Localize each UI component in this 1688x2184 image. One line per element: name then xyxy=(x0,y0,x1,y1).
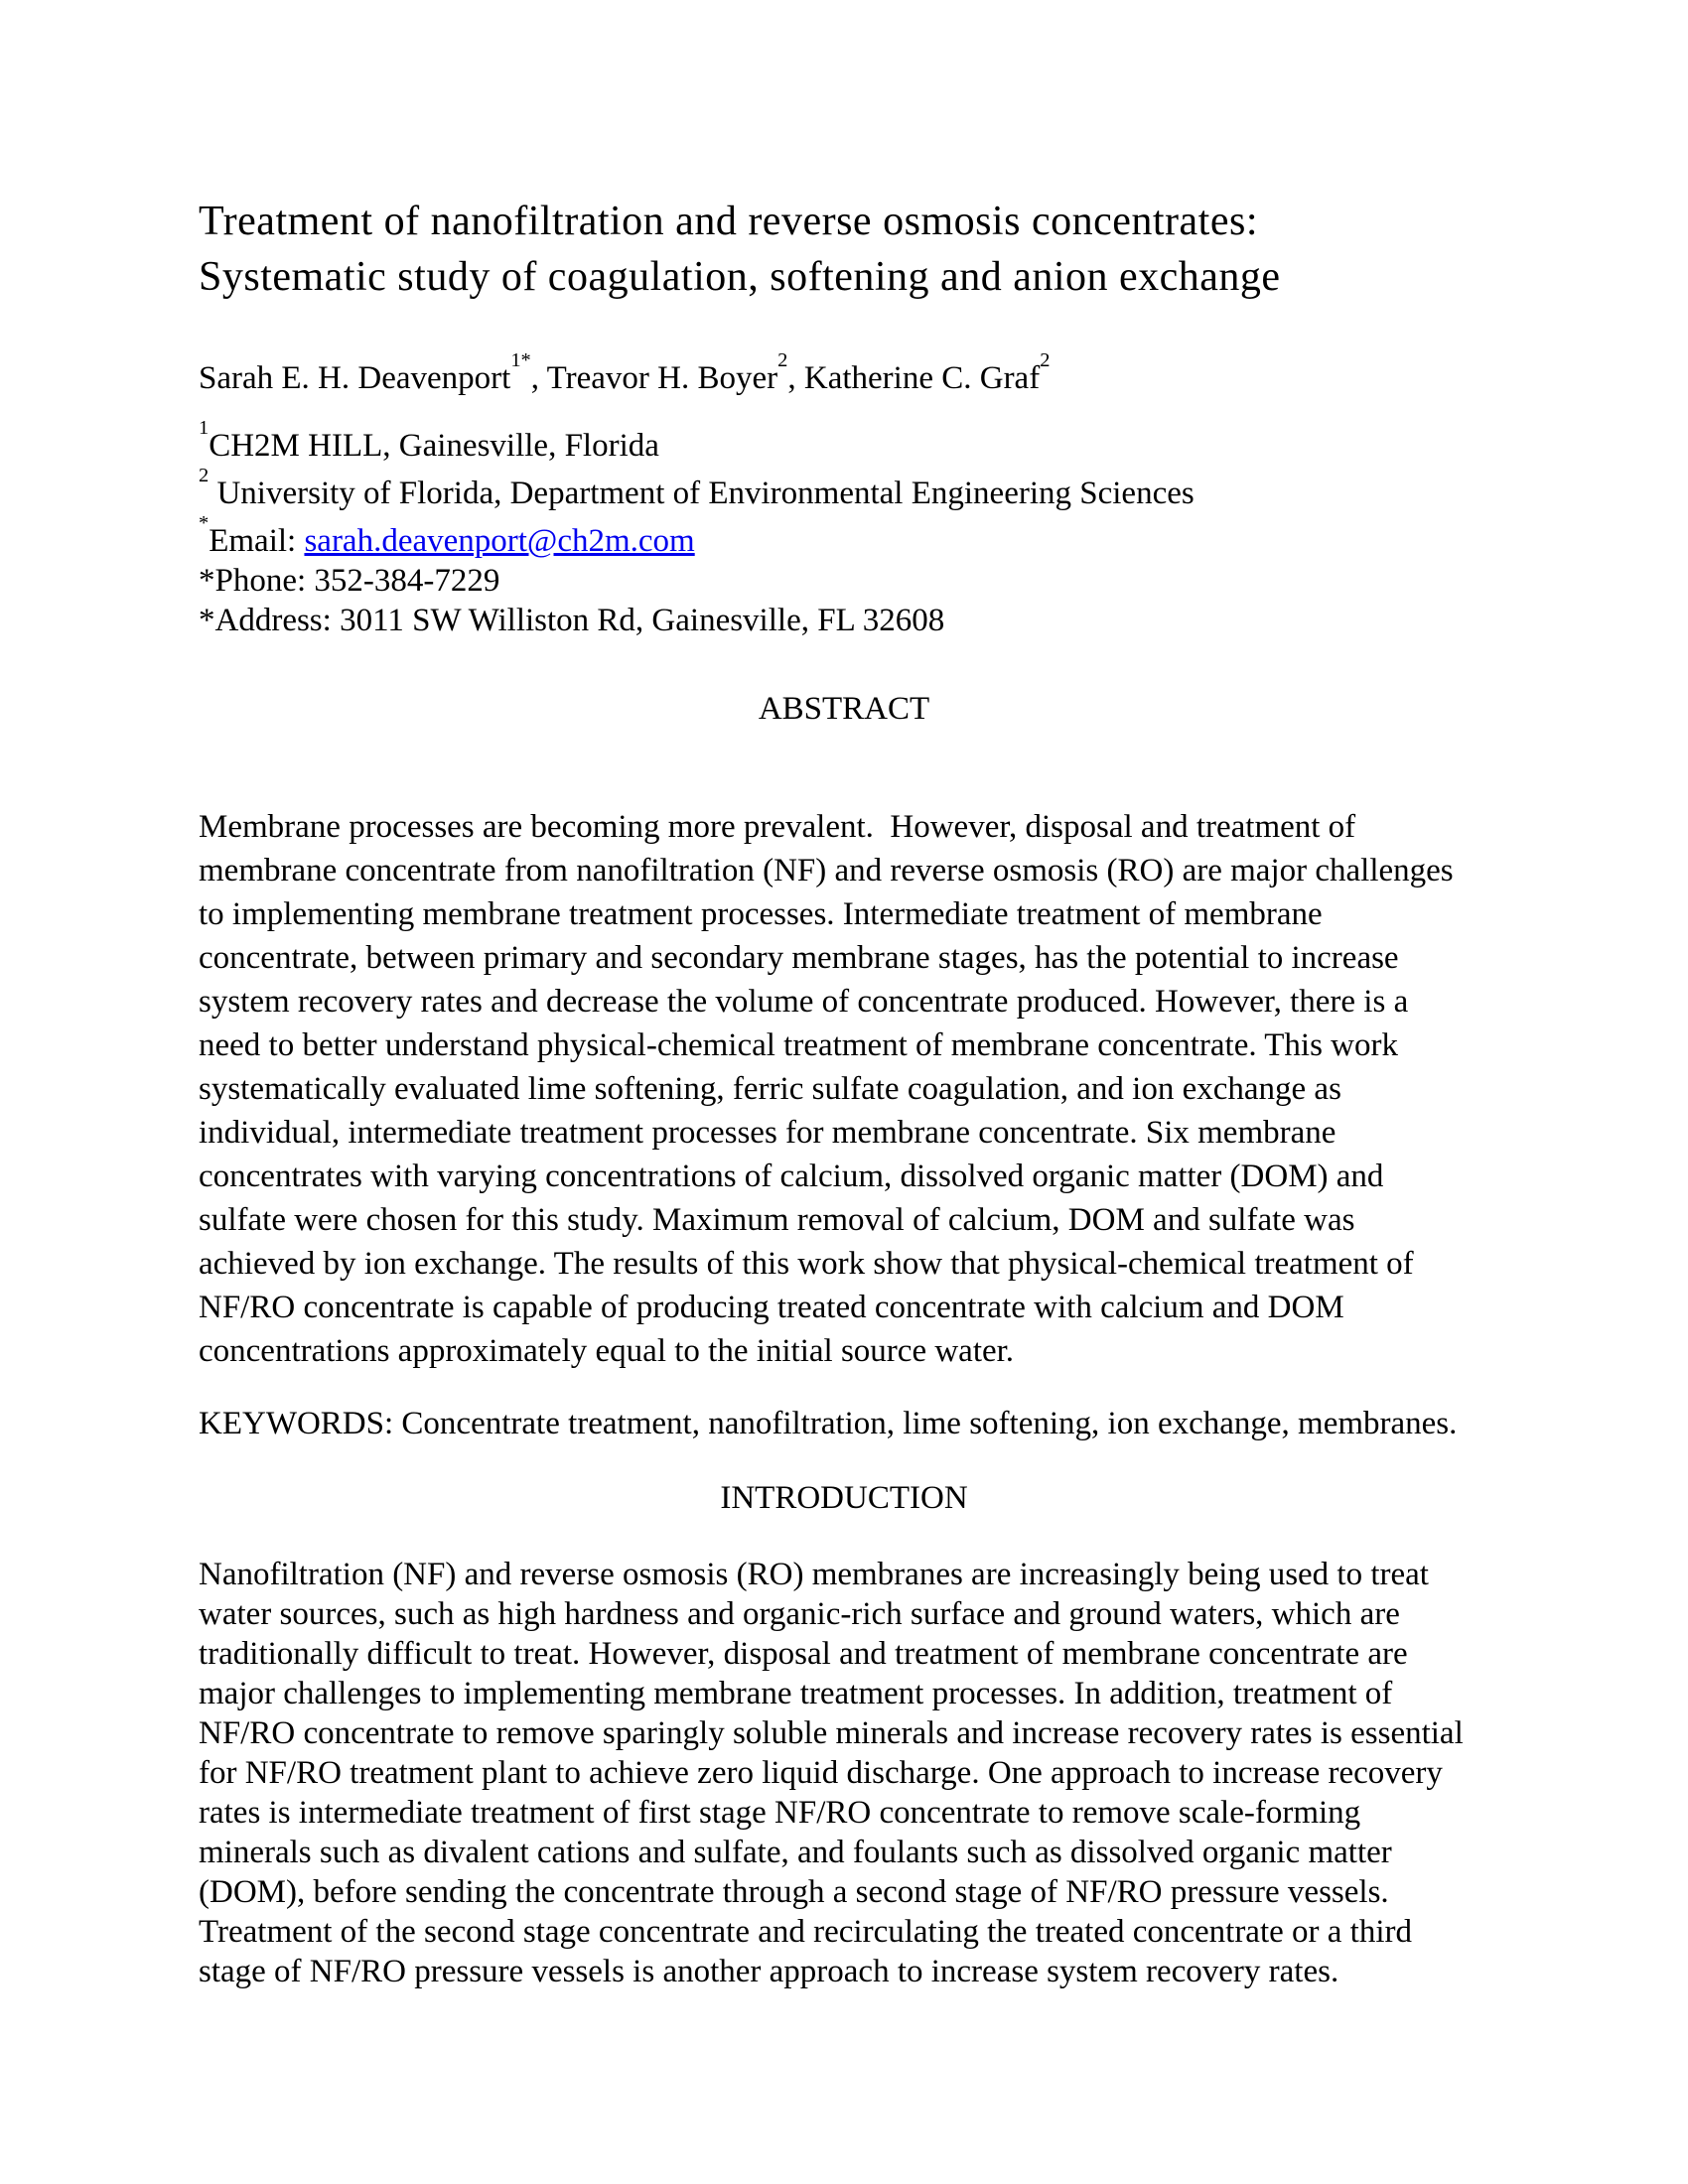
author-separator-2: , xyxy=(787,360,804,396)
affiliation-2-superscript: 2 xyxy=(199,465,210,487)
phone-line: *Phone: 352-384-7229 xyxy=(199,563,500,599)
email-label: Email: xyxy=(209,523,305,559)
introduction-paragraph: Nanofiltration (NF) and reverse osmosis (RO) membranes are increasingly being used to treat water sources, such as high hardness and organic-rich surface and ground waters, which are traditionally difficult to treat. However, disposal and treatment of membrane concentrate are major challenges to implementing membrane treatment processes. In addition, treatment of NF/RO concentrate to remove sparingly soluble minerals and increase recovery rates is essential for NF/RO treatment plant to achieve zero liquid discharge. One approach to increase recovery rates is intermediate treatment of first stage NF/RO concentrate to remove scale-forming minerals such as divalent cations and sulfate, and foulants such as dissolved organic matter (DOM), before sending the concentrate through a second stage of NF/RO pressure vessels. Treatment of the second stage concentrate and recirculating the treated concentrate or a third stage of NF/RO pressure vessels is another approach to increase system recovery rates. xyxy=(199,1557,1464,1989)
keywords-line: KEYWORDS: Concentrate treatment, nanofiltration, lime softening, ion exchange, membranes. xyxy=(199,1406,1458,1441)
affiliation-1-text: CH2M HILL, Gainesville, Florida xyxy=(209,428,659,464)
affiliations-block xyxy=(199,418,1195,640)
author-2: Treavor H. Boyer xyxy=(546,360,778,396)
abstract-heading: ABSTRACT xyxy=(758,691,930,727)
author-1-superscript: 1* xyxy=(510,349,531,372)
author-3-superscript: 2 xyxy=(1040,349,1051,372)
author-3: Katherine C. Graf xyxy=(803,360,1041,396)
paper-title-line-1: Treatment of nanofiltration and reverse osmosis concentrates: xyxy=(199,199,1258,244)
email-line xyxy=(199,513,1195,561)
author-1: Sarah E. H. Deavenport xyxy=(199,360,511,396)
affiliation-2-text: University of Florida, Department of Environmental Engineering Sciences xyxy=(209,476,1195,511)
author-2-superscript: 2 xyxy=(777,349,788,372)
paper-title xyxy=(199,194,1281,305)
authors-line xyxy=(199,350,1050,398)
affiliation-1-superscript: 1 xyxy=(199,417,210,440)
address-line: *Address: 3011 SW Williston Rd, Gainesville, FL 32608 xyxy=(199,603,945,638)
email-link[interactable]: sarah.deavenport@ch2m.com xyxy=(304,523,695,559)
affiliation-2 xyxy=(199,466,1195,513)
introduction-heading: INTRODUCTION xyxy=(720,1480,968,1516)
email-superscript: * xyxy=(199,512,210,535)
affiliation-1 xyxy=(199,418,1195,466)
paper-title-line-2: Systematic study of coagulation, softening and anion exchange xyxy=(199,254,1281,300)
author-separator-1: , xyxy=(530,360,547,396)
abstract-paragraph: Membrane processes are becoming more prevalent. However, disposal and treatment of membrane concentrate from nanofiltration (NF) and reverse osmosis (RO) are major challenges to implementing membrane treatment processes. Intermediate treatment of membrane concentrate, between primary and secondary membrane stages, has the potential to increase system recovery rates and decrease the volume of concentrate produced. However, there is a need to better understand physical-chemical treatment of membrane concentrate. This work systematically evaluated lime softening, ferric sulfate coagulation, and ion exchange as individual, intermediate treatment processes for membrane concentrate. Six membrane concentrates with varying concentrations of calcium, dissolved organic matter (DOM) and sulfate were chosen for this study. Maximum removal of calcium, DOM and sulfate was achieved by ion exchange. The results of this work show that physical-chemical treatment of NF/RO concentrate is capable of producing treated concentrate with calcium and DOM concentrations approximately equal to the initial source water. xyxy=(199,809,1454,1369)
